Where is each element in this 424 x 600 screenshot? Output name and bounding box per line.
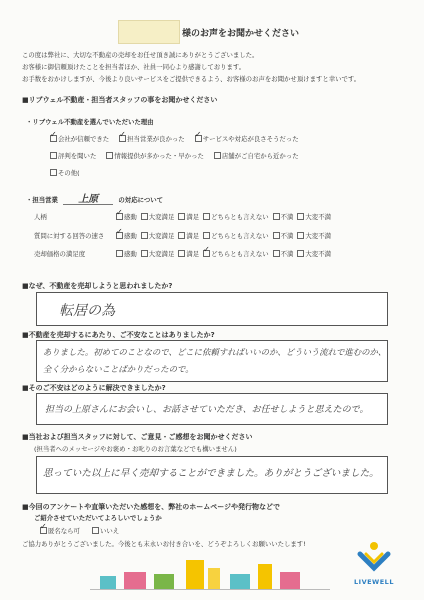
page-title: 様のお声をお聞かせください: [182, 29, 300, 39]
checkbox[interactable]: [195, 135, 202, 142]
checkbox[interactable]: [116, 250, 123, 257]
rating-row: [34, 213, 335, 221]
rating-option[interactable]: どちらとも言えない: [203, 232, 269, 240]
reason-row-2: [50, 152, 307, 160]
reason-row-1: [50, 135, 307, 143]
checkbox[interactable]: [178, 213, 185, 220]
intro-line-1: この度は弊社に、大切な不動産の売却をお任せ頂き誠にありがとうございました。: [22, 51, 259, 59]
intro-line-2: お客様に御信頼頂けたことを担当者ほか、社員一同心より感謝しております。: [22, 63, 246, 71]
checkbox[interactable]: [50, 169, 57, 176]
rating-option[interactable]: 満足: [178, 232, 199, 240]
building-illustration: [208, 568, 220, 590]
q4-title: ■そのご不安はどのように解決できましたか?: [22, 384, 166, 392]
checkbox[interactable]: [141, 232, 148, 239]
rating-option[interactable]: ✓ 感動: [116, 232, 137, 240]
checkbox[interactable]: [203, 213, 210, 220]
q3-answer-line-2: 全く分からないことばかりだったので。: [43, 364, 194, 374]
reason-option[interactable]: ✓ 担当営業が良かった: [119, 135, 185, 143]
house-illustration: [230, 574, 250, 590]
checkbox[interactable]: [273, 250, 280, 257]
checkbox[interactable]: [297, 232, 304, 239]
rating-option[interactable]: 大変満足: [141, 250, 175, 258]
checkbox[interactable]: [214, 152, 221, 159]
brand-name: LIVEWELL: [354, 578, 394, 586]
section1-title: ■リブウェル不動産・担当者スタッフの事をお聞かせください: [22, 96, 218, 104]
intro-line-3: お手数をおかけしますが、今後より良いサービスをご提供できるよう、お客様のお声をお聞かせ頂けますと幸いです。: [22, 75, 361, 83]
checkbox[interactable]: [40, 527, 47, 534]
q2-answer: 転居の為: [59, 303, 115, 319]
reason-option-other[interactable]: その他(: [50, 169, 80, 177]
ground-line: [90, 589, 330, 590]
checkbox[interactable]: [141, 250, 148, 257]
checkbox[interactable]: [178, 250, 185, 257]
logo-icon: [354, 540, 394, 574]
checkbox[interactable]: [119, 135, 126, 142]
q4-answer-box[interactable]: [36, 393, 388, 425]
checkbox[interactable]: [92, 527, 99, 534]
checkbox[interactable]: [297, 213, 304, 220]
rating-option[interactable]: 感動: [116, 250, 137, 258]
rating-option[interactable]: 不満: [273, 213, 294, 221]
rating-option[interactable]: 大変満足: [141, 232, 175, 240]
rating-option[interactable]: 不満: [273, 232, 294, 240]
checkbox[interactable]: [116, 232, 123, 239]
checkbox[interactable]: [50, 152, 57, 159]
q3-answer-box[interactable]: [36, 340, 388, 382]
rating-option[interactable]: 満足: [178, 213, 199, 221]
house-illustration: [124, 572, 146, 590]
staff-question: ・担当営業 上原 の対応について: [26, 194, 164, 205]
checkbox[interactable]: [50, 135, 57, 142]
reason-option[interactable]: ✓ サービスや対応が良さそうだった: [195, 135, 299, 143]
checkbox[interactable]: [203, 250, 210, 257]
house-illustration: [280, 572, 300, 590]
q6-options: [40, 527, 119, 535]
option-no[interactable]: いいえ: [92, 527, 119, 535]
building-illustration: [258, 564, 272, 590]
reason-option[interactable]: ✓会社が信頼できた: [50, 135, 109, 143]
q5-answer-box[interactable]: [36, 456, 388, 494]
checkbox[interactable]: [141, 213, 148, 220]
q5-note: (担当者へのメッセージやお褒め・お叱りのお言葉などでも構いません): [34, 445, 237, 453]
rating-option[interactable]: 不満: [273, 250, 294, 258]
reason-option[interactable]: 店舗がご自宅から近かった: [214, 152, 299, 160]
rating-option[interactable]: 大変満足: [141, 213, 175, 221]
option-anonymous-ok[interactable]: ✓匿名なら可: [40, 527, 80, 535]
rating-label: 売却価格の満足度: [34, 250, 86, 258]
q6-title-line-2: ご紹介させていただいてよろしいでしょうか: [34, 514, 162, 522]
checkbox[interactable]: [178, 232, 185, 239]
rating-option[interactable]: 大変不満: [297, 250, 331, 258]
rating-label: 人柄: [34, 213, 47, 221]
checkbox[interactable]: [106, 152, 113, 159]
rating-row: [34, 232, 335, 240]
rating-label: 質問に対する回答の速さ: [34, 232, 105, 240]
q2-title: ■なぜ、不動産を売却しようと思われましたか?: [22, 282, 173, 290]
q4-answer: 担当の上原さんにお会いし、お話させていただき、お任せしようと思えたので。: [45, 405, 369, 415]
rating-option[interactable]: ✓ 感動: [116, 213, 137, 221]
rating-option[interactable]: どちらとも言えない: [203, 213, 269, 221]
staff-name-handwritten: 上原: [63, 196, 113, 205]
rating-option[interactable]: 満足: [178, 250, 199, 258]
reason-question: ・リブウェル不動産を選んでいただいた理由: [26, 118, 154, 126]
house-illustration: [100, 576, 116, 590]
checkbox[interactable]: [116, 213, 123, 220]
reason-option[interactable]: 評判を聞いた: [50, 152, 96, 160]
checkbox[interactable]: [273, 213, 280, 220]
q5-title: ■当社および担当スタッフに対して、ご意見・ご感想をお聞かせください: [22, 433, 253, 441]
building-illustration: [186, 560, 204, 590]
q5-answer: 思っていた以上に早く売却することができました。ありがとうございました。: [43, 468, 379, 479]
reason-row-3: [50, 169, 88, 177]
rating-option[interactable]: 大変不満: [297, 232, 331, 240]
town-illustration: [90, 552, 330, 590]
checkbox[interactable]: [203, 232, 210, 239]
checkbox[interactable]: [273, 232, 280, 239]
q3-answer-line-1: ありました。初めてのことなので、どこに依頼すればいいのか、どういう流れで進むのか、: [43, 347, 387, 357]
checkbox[interactable]: [297, 250, 304, 257]
rating-row: [34, 250, 335, 258]
q6-title-line-1: ■今回のアンケートや直筆いただいた感想を、弊社のホームページや発行物などで: [22, 503, 281, 511]
reason-option[interactable]: 情報提供が多かった・早かった: [106, 152, 203, 160]
q2-answer-box[interactable]: [36, 292, 388, 326]
q3-title: ■不動産を売却するにあたり、ご不安なことはありましたか?: [22, 331, 215, 339]
rating-option[interactable]: ✓ どちらとも言えない: [203, 250, 269, 258]
livewell-logo: [354, 540, 394, 590]
customer-name-box: [118, 20, 180, 44]
house-illustration: [154, 574, 174, 590]
rating-option[interactable]: 大変不満: [297, 213, 331, 221]
thanks-text: ご協力ありがとうございました。今後とも末永いお付き合いを、どうぞよろしくお願いいたします!: [22, 540, 306, 548]
